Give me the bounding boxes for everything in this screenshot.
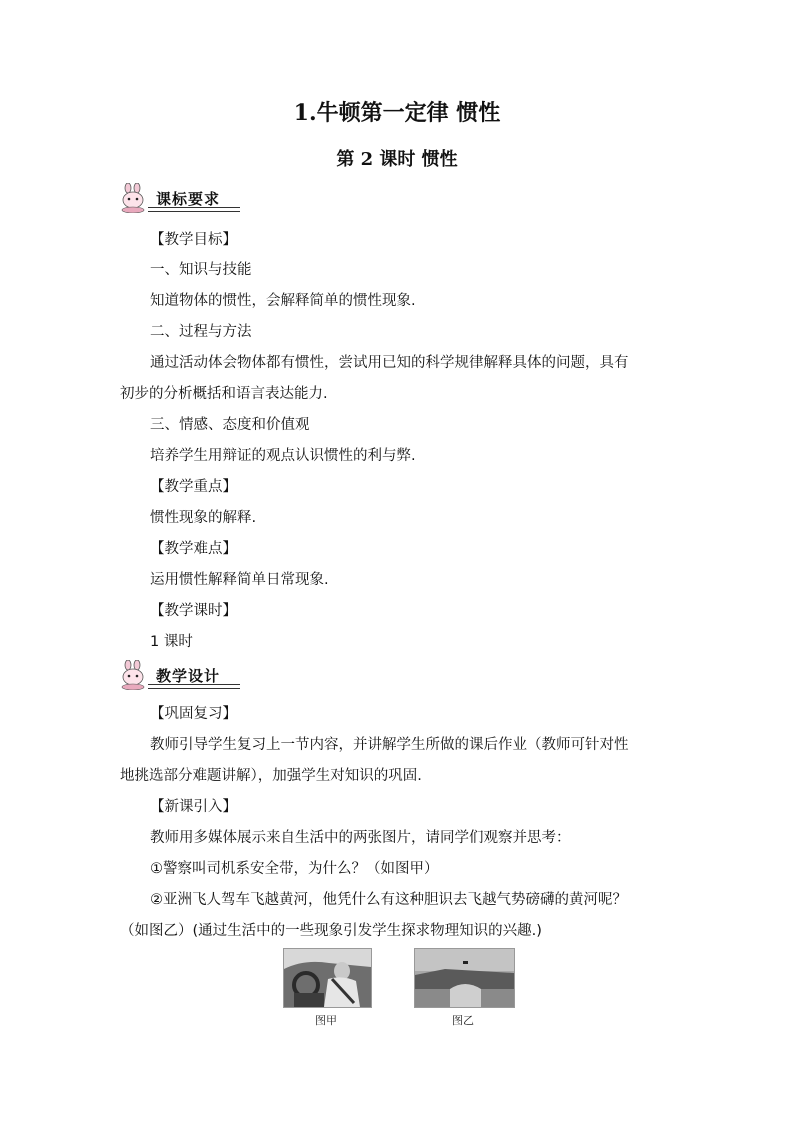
text-line: （如图乙）(通过生活中的一些现象引发学生探求物理知识的兴趣.) <box>120 923 542 939</box>
driver-photo-image <box>284 949 371 1007</box>
text-line: 教师引导学生复习上一节内容，并讲解学生所做的课后作业（教师可针对性 <box>150 737 629 753</box>
text-line: 培养学生用辩证的观点认识惯性的利与弊. <box>150 448 416 464</box>
rabbit-mascot-icon <box>118 183 150 213</box>
section-underline <box>148 684 240 689</box>
section-label: 教学设计 <box>156 667 221 685</box>
figure-caption-a: 图甲 <box>315 1014 337 1027</box>
section-underline <box>148 207 240 212</box>
heading-key-points: 【教学重点】 <box>150 479 237 495</box>
text-line: 1 课时 <box>150 634 193 650</box>
text-line: 地挑选部分难题讲解），加强学生对知识的巩固. <box>120 768 422 784</box>
text-line: 初步的分析概括和语言表达能力. <box>120 386 328 402</box>
section-header-requirements <box>118 183 240 213</box>
figure-caption-b: 图乙 <box>452 1014 474 1027</box>
heading-new-lesson: 【新课引入】 <box>150 799 237 815</box>
heading-class-hours: 【教学课时】 <box>150 603 237 619</box>
rabbit-mascot-icon <box>118 660 150 690</box>
section-header-design <box>118 660 240 690</box>
page-title: 1.牛顿第一定律 惯性 <box>293 100 501 126</box>
text-line: 惯性现象的解释. <box>150 510 257 526</box>
text-line: ①警察叫司机系安全带，为什么？（如图甲） <box>150 861 439 877</box>
section-label: 课标要求 <box>156 190 221 208</box>
page-subtitle: 第 2 课时 惯性 <box>336 149 458 170</box>
figure-yellow-river-jump-photo <box>414 948 515 1008</box>
heading-review: 【巩固复习】 <box>150 706 237 722</box>
text-line: ②亚洲飞人驾车飞越黄河，他凭什么有这种胆识去飞越气势磅礴的黄河呢？ <box>150 892 627 908</box>
text-line: 三、情感、态度和价值观 <box>150 417 310 433</box>
heading-teaching-goals: 【教学目标】 <box>150 232 237 248</box>
river-jump-photo-image <box>415 949 514 1007</box>
text-line: 教师用多媒体展示来自生活中的两张图片，请同学们观察并思考： <box>150 830 571 846</box>
text-line: 运用惯性解释简单日常现象. <box>150 572 329 588</box>
heading-difficulties: 【教学难点】 <box>150 541 237 557</box>
text-line: 二、过程与方法 <box>150 324 252 340</box>
figure-police-driver-photo <box>283 948 372 1008</box>
text-line: 通过活动体会物体都有惯性，尝试用已知的科学规律解释具体的问题，具有 <box>150 355 629 371</box>
text-line: 知道物体的惯性，会解释简单的惯性现象. <box>150 293 416 309</box>
text-line: 一、知识与技能 <box>150 262 252 278</box>
